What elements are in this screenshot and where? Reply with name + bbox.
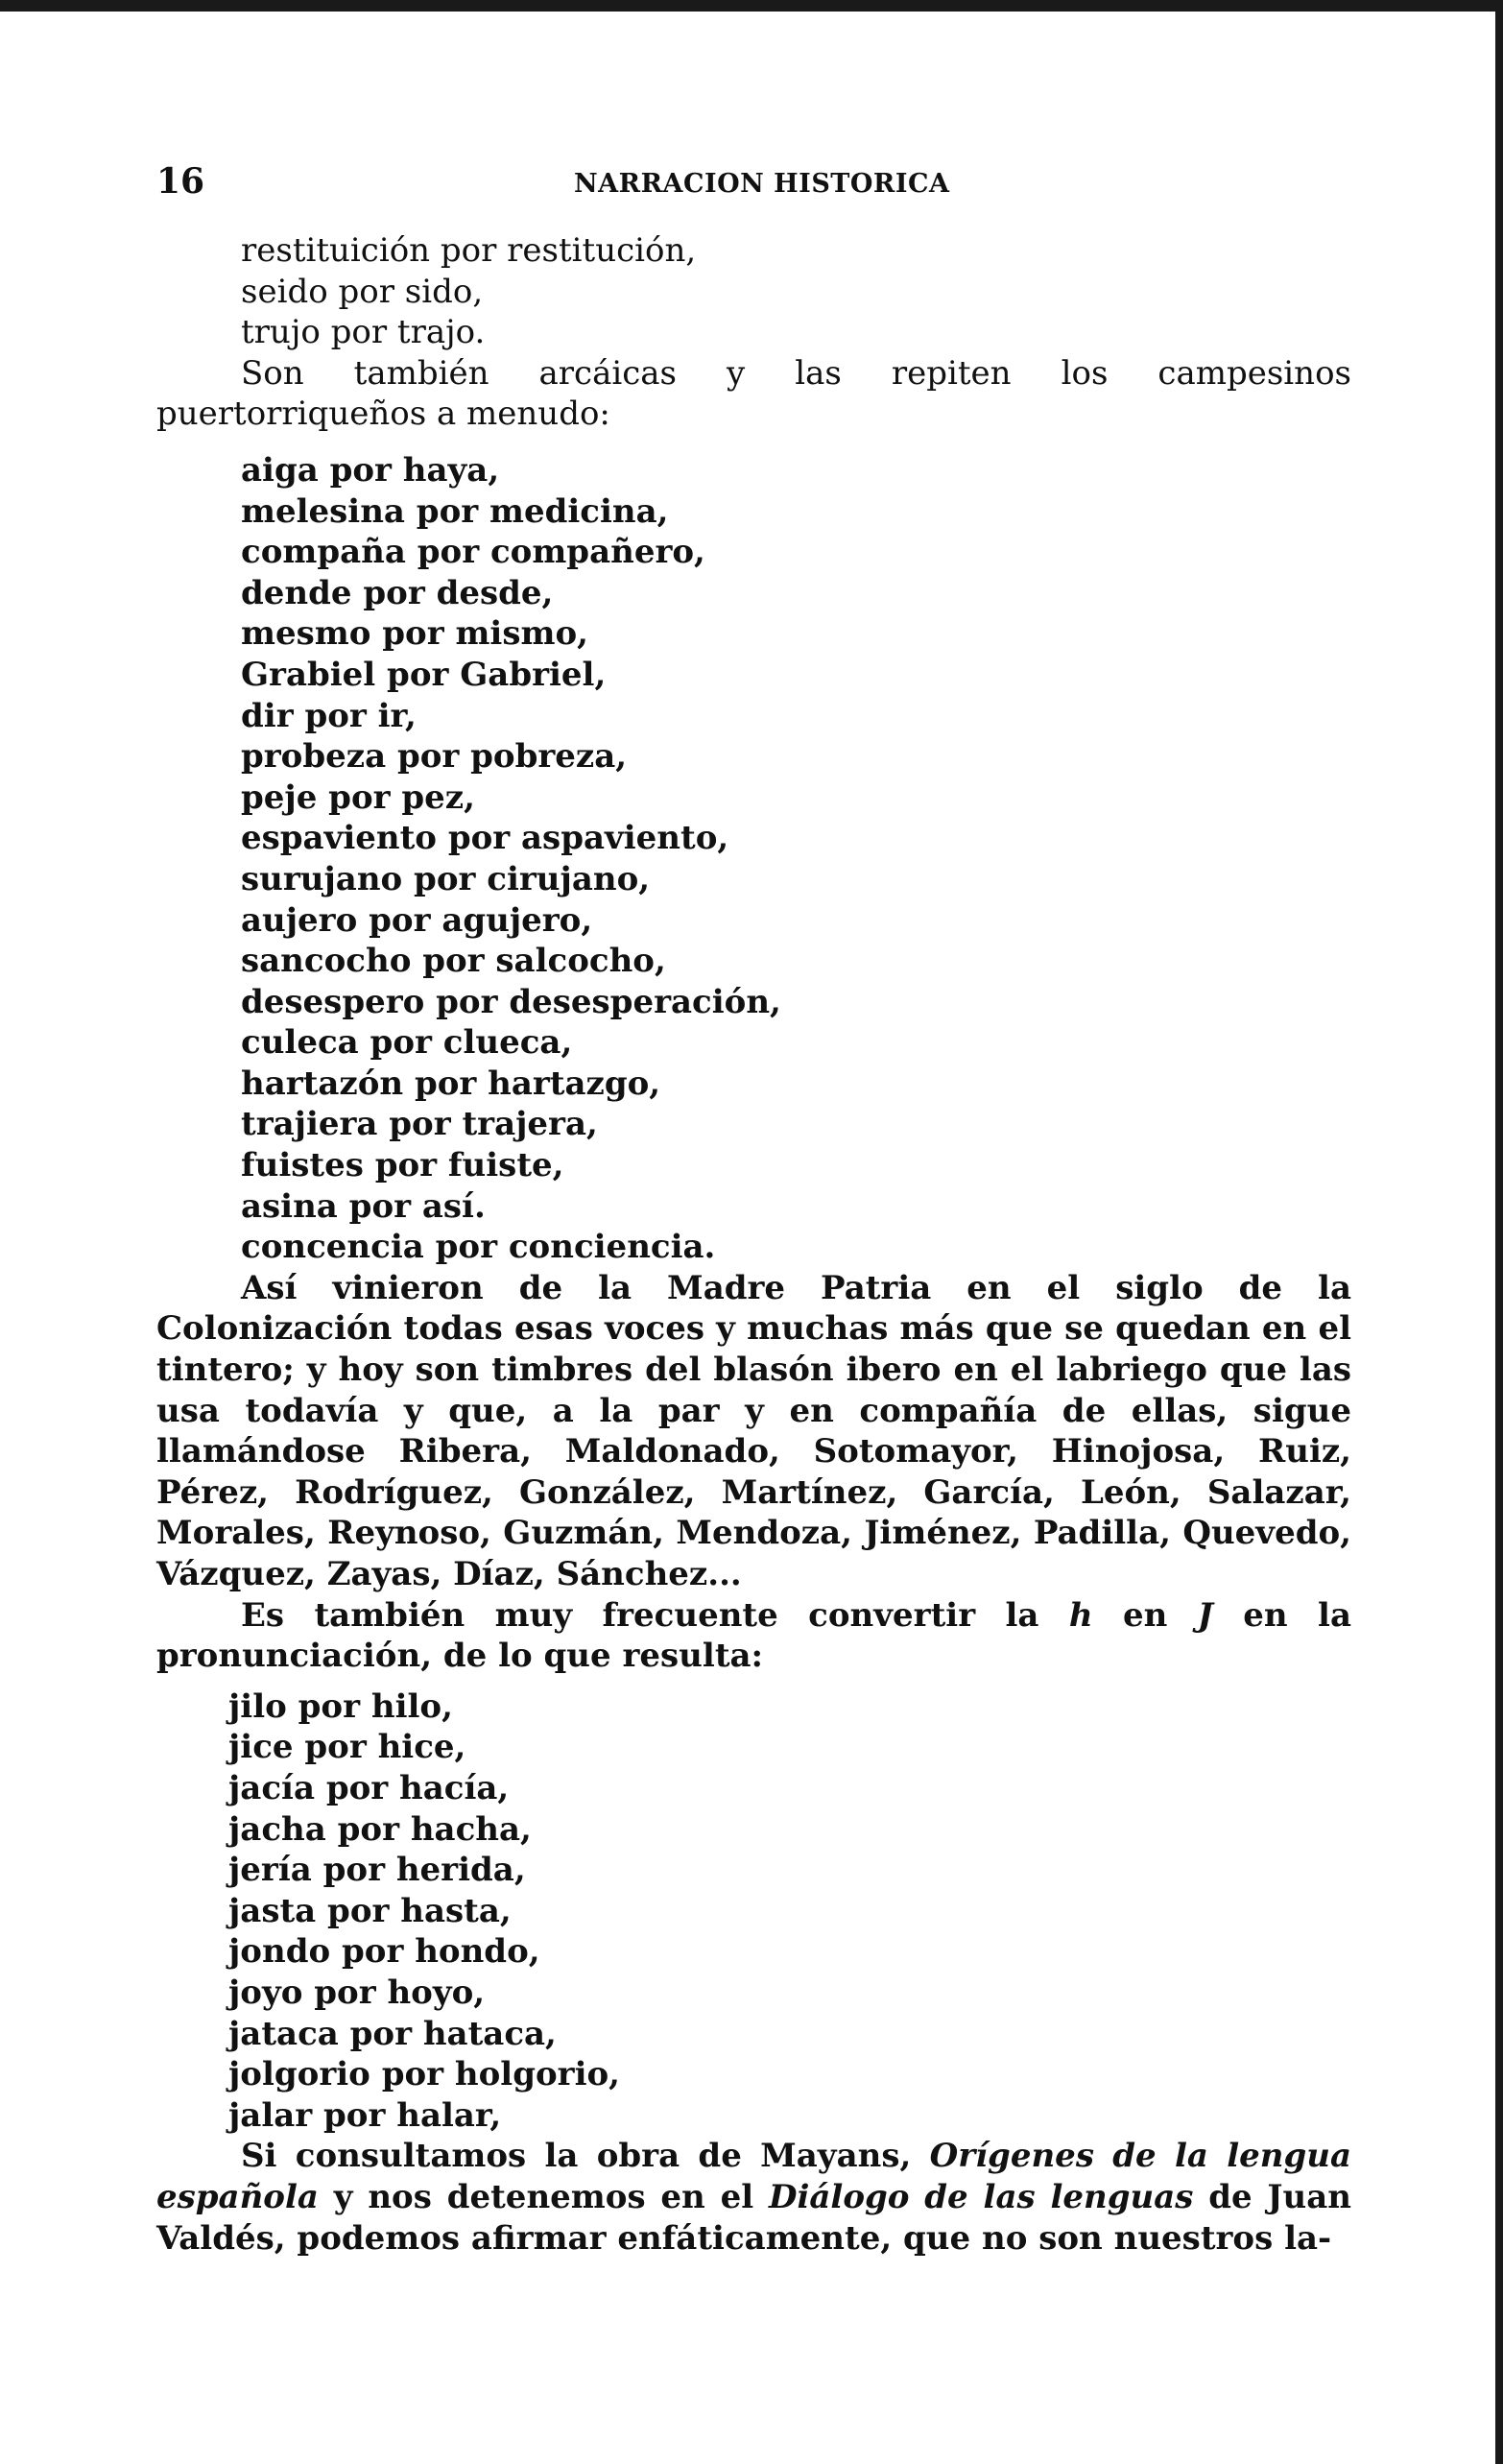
list-item: jería por herida, (228, 1851, 526, 1890)
list-item: hartazón por hartazgo, (241, 1064, 661, 1103)
list-h-to-j-words (156, 1687, 1351, 2137)
list-item: trajiera por trajera, (241, 1105, 598, 1144)
text-run: de Juan Valdés, podemos afirmar enfáticamente, que no son nuestros la- (156, 2177, 1351, 2258)
list-item: jasta por hasta, (228, 1891, 512, 1930)
running-title: NARRACION HISTORICA (574, 169, 950, 199)
list-item: probeza por pobreza, (241, 737, 628, 777)
list-item: surujano por cirujano, (241, 859, 651, 898)
list-item: jice por hice, (228, 1728, 466, 1767)
text-run: en la pronunciación, de lo que resulta: (156, 1595, 1351, 1676)
list-item: espaviento por aspaviento, (241, 819, 729, 858)
paragraph-mayans-valdes (156, 2136, 1351, 2259)
list-item: compaña por compañero, (241, 533, 705, 572)
list-item: seido por sido, (241, 272, 484, 311)
list-item: dende por desde, (241, 573, 554, 612)
letter-j: J (1197, 1595, 1213, 1635)
text-run: en (1092, 1595, 1198, 1635)
list-item: asina por así. (241, 1186, 486, 1226)
letter-h: h (1068, 1595, 1093, 1635)
list-item: jilo por hilo, (228, 1687, 453, 1726)
list-item: desespero por desesperación, (241, 982, 781, 1021)
list-item: culeca por clueca, (241, 1023, 573, 1063)
page-body (156, 230, 1351, 2259)
list-item: aiga por haya, (241, 450, 500, 490)
list-item: jataca por hataca, (228, 2014, 557, 2053)
list-item: jacía por hacía, (228, 1768, 510, 1807)
paragraph-h-to-j (156, 1595, 1351, 1677)
list-item: fuistes por fuiste, (241, 1146, 564, 1185)
list-item: mesmo por mismo, (241, 614, 588, 654)
scan-top-border (0, 0, 1503, 12)
book-title-dialogo: Diálogo de las lenguas (768, 2177, 1194, 2216)
list-item: joyo por hoyo, (228, 1973, 486, 2012)
list-item: jolgorio por holgorio, (228, 2055, 620, 2094)
list-archaic-words-a (156, 230, 1351, 353)
list-item: dir por ir, (241, 696, 417, 735)
list-item: peje por pez, (241, 777, 475, 817)
list-item: aujero por agujero, (241, 900, 593, 940)
list-archaic-words-b (156, 450, 1351, 1268)
list-item: restituición por restitución, (241, 231, 697, 270)
list-item: jondo por hondo, (228, 1932, 540, 1972)
page-number: 16 (156, 161, 205, 202)
list-item: trujo por trajo. (241, 313, 486, 352)
text-run: Es también muy frecuente convertir la (241, 1595, 1069, 1635)
list-item: sancocho por salcocho, (241, 942, 666, 981)
text-run: y nos detenemos en el (318, 2177, 769, 2216)
list-item: Grabiel por Gabriel, (241, 655, 607, 694)
page-header (156, 161, 1347, 209)
list-item: concencia por conciencia. (241, 1228, 716, 1267)
book-title-origenes: Orígenes de la lengua española (156, 2137, 1352, 2216)
paragraph-archaic-intro: Son también arcáicas y las repiten los campesinos puertorriqueños a menudo: (156, 353, 1351, 434)
list-item: melesina por medicina, (241, 491, 669, 531)
scan-right-border (1495, 0, 1503, 2464)
list-item: jacha por hacha, (228, 1809, 532, 1849)
paragraph-colonization: Así vinieron de la Madre Patria en el siglo de la Colonización todas esas voces y muchas más que se quedan en el tintero; y hoy son timbres del blasón ibero en el labriego que las usa todavía y que, a la par y en compañía de ellas, sigue llamándose Ribera, Maldonado, Sotomayor, Hinojosa, Ruiz, Pérez, Rodríguez, González, Martínez, García, León, Salazar, Morales, Reynoso, Guzmán, Mendoza, Jiménez, Padilla, Quevedo, Vázquez, Zayas, Díaz, Sánchez... (156, 1268, 1351, 1593)
list-item: jalar por halar, (228, 2095, 502, 2135)
text-run: Si consultamos la obra de Mayans, (241, 2137, 930, 2176)
